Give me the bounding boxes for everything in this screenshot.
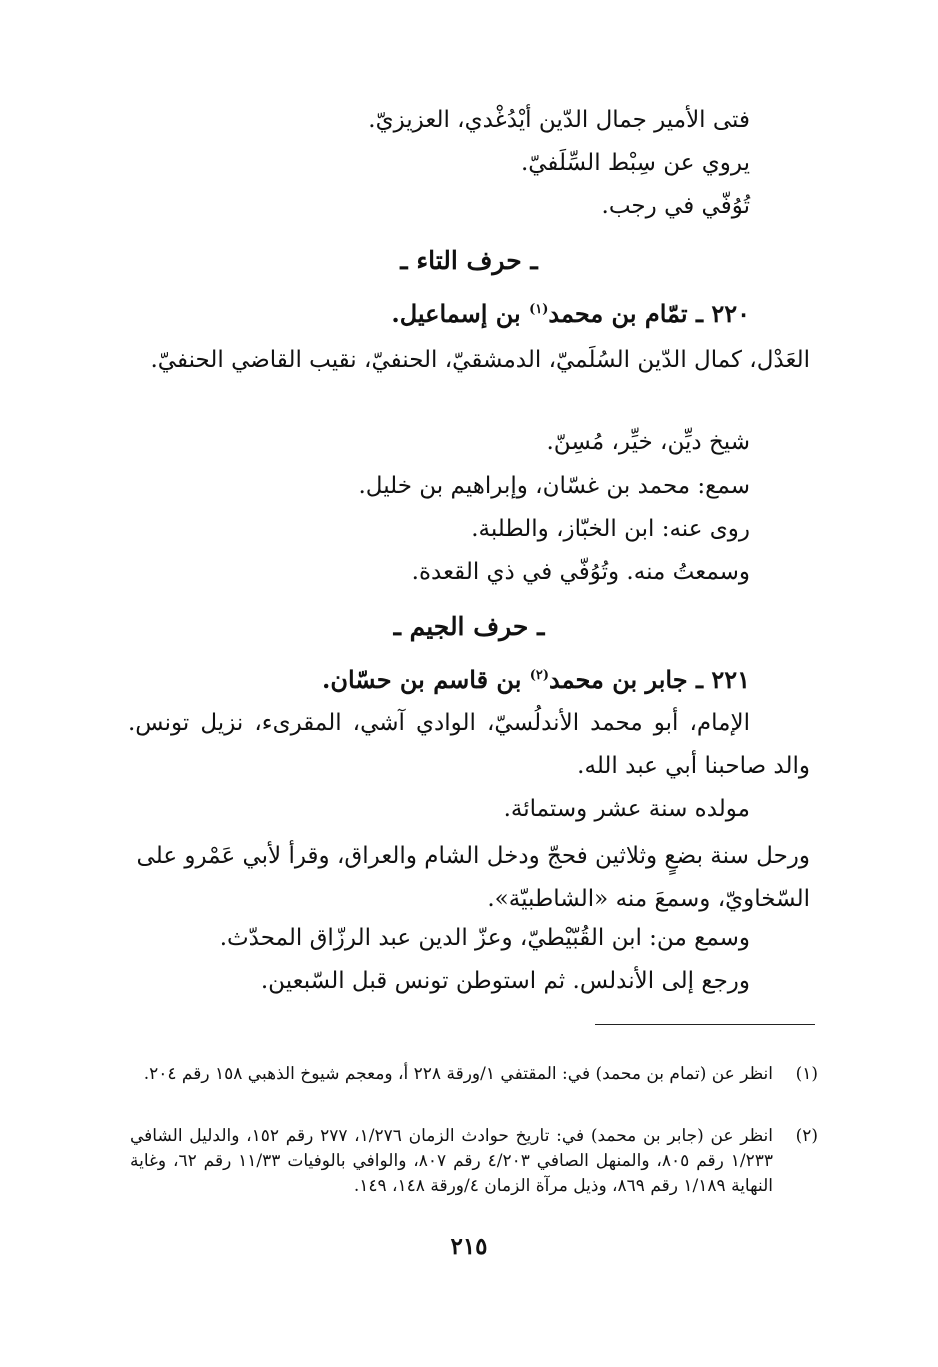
text-line: وسمعتُ منه. وتُوُفّي في ذي القعدة. — [411, 559, 750, 585]
footnote-text: انظر عن (جابر بن محمد) في: تاريخ حوادث الزمان ١/٢٧٦، ٢٧٧ رقم ١٥٢، والدليل الشافي ١/٢٣٣ رقم ٨٠٥، والمنهل الصافي ٤/٢٠٣ رقم ٨٠٧، والوافي بالوفيات ١١/٣٣ رقم ٦٢، وغاية النهاية ١/١٨٩ رقم ٨٦٩، وذيل مرآة الزمان ٤/ورقة ١٤٨، ١٤٩. — [130, 1126, 773, 1196]
footnote-ref: (٢) — [529, 668, 550, 683]
section-heading-ta: ـ حرف التاء ـ — [400, 246, 538, 275]
text-line: سمع: محمد بن غسّان، وإبراهيم بن خليل. — [358, 473, 750, 499]
text-line: الإمام، أبو محمد الأندلُسيّ، الوادي آشي، المقرىء، نزيل تونس. — [128, 710, 750, 736]
footnote-number: (٢) — [795, 1126, 818, 1146]
footnote-2 — [130, 1124, 818, 1199]
text-line: ورجع إلى الأندلس. ثم استوطن تونس قبل السّبعين. — [260, 968, 750, 994]
entry-description: العَدْل، كمال الدّين السُلَميّ، الدمشقيّ، الحنفيّ، نقيب القاضي الحنفيّ. — [150, 347, 810, 373]
text-line: روى عنه: ابن الخبّاز، والطلبة. — [471, 516, 750, 542]
entry-title-rest: بن إسماعيل. — [391, 299, 530, 328]
text-line: مولده سنة عشر وستمائة. — [503, 796, 750, 822]
footnote-ref: (١) — [529, 302, 549, 317]
text-line: تُوُفّي في رجب. — [601, 193, 750, 219]
entry-title: ٢٢١ ـ جابر بن محمد — [549, 665, 750, 694]
section-heading-jim: ـ حرف الجيم ـ — [393, 612, 545, 641]
text-paragraph: ورحل سنة بضعٍ وثلاثين فحجّ ودخل الشام والعراق، وقرأ لأبي عَمْرو على السّخاويّ، وسمعَ منه «الشاطبيّة». — [136, 843, 810, 912]
footnote-text: انظر عن (تمام بن محمد) في: المقتفي ١/ورقة ٢٢٨ أ، ومعجم شيوخ الذهبي ١٥٨ رقم ٢٠٤. — [143, 1064, 773, 1084]
text-line: فتى الأمير جمال الدّين أيْدُغْدي، العزيزيّ. — [368, 107, 750, 133]
entry-heading-220 — [391, 297, 750, 331]
entry-heading-221 — [322, 663, 750, 697]
entry-title-rest: بن قاسم بن حسّان. — [322, 665, 530, 694]
footnote-1 — [130, 1062, 818, 1087]
entry-title: ٢٢٠ ـ تمّام بن محمد — [548, 299, 750, 328]
footnote-separator — [595, 1024, 815, 1025]
text-line: والد صاحبنا أبي عبد الله. — [577, 753, 810, 779]
page-number: ٢١٥ — [450, 1233, 488, 1260]
footnote-number: (١) — [795, 1064, 818, 1084]
text-line: شيخ ديِّن، خيِّر، مُسِنّ. — [546, 429, 750, 455]
text-line: يروي عن سِبْط السِّلَفيّ. — [520, 150, 750, 176]
text-line: وسمع من: ابن القُبّيْطيّ، وعزّ الدين عبد الرزّاق المحدّث. — [219, 925, 750, 951]
